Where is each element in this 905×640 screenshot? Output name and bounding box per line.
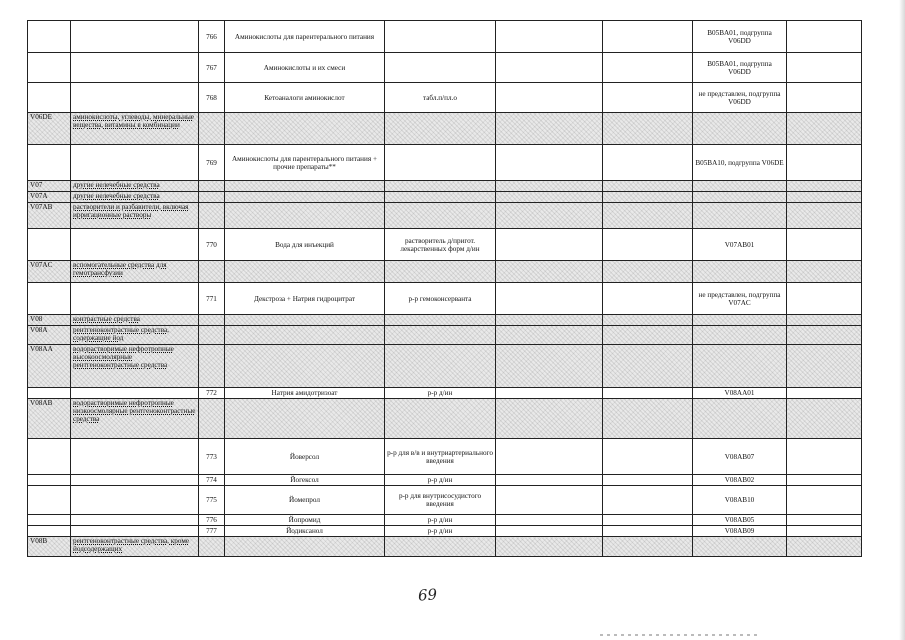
table-row	[28, 113, 862, 145]
item-number-cell: 774	[199, 475, 225, 486]
drug-name-cell	[225, 181, 385, 192]
item-number-cell: 768	[199, 83, 225, 113]
extra-cell	[496, 486, 603, 515]
extra-cell	[496, 345, 603, 388]
atc-note-cell: B05BA10, подгруппа V06DE	[693, 145, 787, 181]
extra-cell	[496, 21, 603, 53]
drug-name-cell	[225, 537, 385, 557]
extra-cell	[496, 326, 603, 345]
empty-cell	[603, 21, 693, 53]
table-row	[28, 21, 862, 53]
empty-cell	[603, 526, 693, 537]
empty-cell	[603, 181, 693, 192]
group-name-cell: водорастворимые нефротропные низкоосмолярные рентгеноконтрастные средства	[71, 399, 199, 439]
dosage-form-cell	[385, 113, 496, 145]
table-row	[28, 53, 862, 83]
atc-note-cell	[693, 399, 787, 439]
group-name-cell	[71, 83, 199, 113]
extra-cell	[496, 113, 603, 145]
dosage-form-cell: р-р для в/в и внутриартериального введения	[385, 439, 496, 475]
drug-name-cell	[225, 203, 385, 229]
empty-cell	[603, 399, 693, 439]
dosage-form-cell: р-р д/ин	[385, 388, 496, 399]
table-row	[28, 181, 862, 192]
group-name-cell	[71, 229, 199, 261]
table-row	[28, 345, 862, 388]
empty-cell	[787, 326, 862, 345]
table-row	[28, 388, 862, 399]
table-row	[28, 283, 862, 315]
empty-cell	[787, 345, 862, 388]
drug-name-cell	[225, 113, 385, 145]
atc-note-cell	[693, 261, 787, 283]
drug-name-cell	[225, 261, 385, 283]
empty-cell	[787, 53, 862, 83]
group-name-cell	[71, 21, 199, 53]
item-number-cell	[199, 399, 225, 439]
atc-note-cell	[693, 113, 787, 145]
empty-cell	[603, 475, 693, 486]
group-name-cell	[71, 145, 199, 181]
atc-code-cell	[28, 229, 71, 261]
group-name-cell: другие нелечебные средства	[71, 192, 199, 203]
atc-note-cell	[693, 345, 787, 388]
atc-code-cell	[28, 53, 71, 83]
dosage-form-cell: р-р д/ин	[385, 515, 496, 526]
atc-code-cell	[28, 475, 71, 486]
atc-note-cell: V08AB02	[693, 475, 787, 486]
drug-name-cell: Йомепрол	[225, 486, 385, 515]
dosage-form-cell	[385, 53, 496, 83]
dosage-form-cell: р-р д/ин	[385, 526, 496, 537]
drug-name-cell: Кетоаналоги аминокислот	[225, 83, 385, 113]
drug-classification-table	[27, 20, 862, 557]
group-name-cell	[71, 515, 199, 526]
drug-name-cell: Йодиксанол	[225, 526, 385, 537]
atc-note-cell	[693, 181, 787, 192]
empty-cell	[787, 315, 862, 326]
atc-note-cell	[693, 192, 787, 203]
empty-cell	[787, 486, 862, 515]
empty-cell	[603, 261, 693, 283]
atc-code-cell: V08AB	[28, 399, 71, 439]
extra-cell	[496, 203, 603, 229]
atc-code-cell: V08B	[28, 537, 71, 557]
atc-note-cell: V08AA01	[693, 388, 787, 399]
table-body	[28, 21, 862, 557]
drug-name-cell: Натрия амидотризоат	[225, 388, 385, 399]
atc-note-cell	[693, 203, 787, 229]
atc-note-cell: B05BA01, подгруппа V06DD	[693, 53, 787, 83]
drug-name-cell	[225, 345, 385, 388]
empty-cell	[787, 439, 862, 475]
drug-name-cell: Йоверсол	[225, 439, 385, 475]
empty-cell	[603, 537, 693, 557]
empty-cell	[787, 515, 862, 526]
extra-cell	[496, 83, 603, 113]
atc-note-cell: не представлен, подгруппа V07AC	[693, 283, 787, 315]
atc-note-cell: V08AB09	[693, 526, 787, 537]
empty-cell	[603, 439, 693, 475]
item-number-cell	[199, 326, 225, 345]
item-number-cell	[199, 203, 225, 229]
extra-cell	[496, 315, 603, 326]
item-number-cell: 770	[199, 229, 225, 261]
atc-code-cell: V08A	[28, 326, 71, 345]
table-row	[28, 439, 862, 475]
table-row	[28, 399, 862, 439]
item-number-cell: 773	[199, 439, 225, 475]
atc-code-cell: V07AC	[28, 261, 71, 283]
extra-cell	[496, 261, 603, 283]
group-name-cell	[71, 283, 199, 315]
dosage-form-cell	[385, 192, 496, 203]
table-row	[28, 486, 862, 515]
group-name-cell: вспомогательные средства для гемотрансфузии	[71, 261, 199, 283]
group-name-cell: растворители и разбавители, включая ирригационные растворы	[71, 203, 199, 229]
atc-note-cell: V08AB07	[693, 439, 787, 475]
empty-cell	[787, 113, 862, 145]
page-number: 69	[417, 585, 438, 605]
table-row	[28, 229, 862, 261]
group-name-cell: аминокислоты, углеводы, минеральные вещества, витамины в комбинации	[71, 113, 199, 145]
scan-noise	[600, 634, 760, 636]
group-name-cell: контрастные средства	[71, 315, 199, 326]
atc-code-cell	[28, 145, 71, 181]
empty-cell	[603, 203, 693, 229]
atc-note-cell: B05BA01, подгруппа V06DD	[693, 21, 787, 53]
table-row	[28, 526, 862, 537]
dosage-form-cell	[385, 345, 496, 388]
item-number-cell	[199, 113, 225, 145]
atc-code-cell	[28, 515, 71, 526]
atc-code-cell: V07	[28, 181, 71, 192]
dosage-form-cell	[385, 315, 496, 326]
dosage-form-cell: р-р для внутрисосудистого введения	[385, 486, 496, 515]
drug-name-cell: Вода для инъекций	[225, 229, 385, 261]
atc-code-cell	[28, 526, 71, 537]
empty-cell	[603, 315, 693, 326]
group-name-cell: рентгеноконтрастные средства, содержащие йод	[71, 326, 199, 345]
extra-cell	[496, 399, 603, 439]
atc-code-cell	[28, 388, 71, 399]
dosage-form-cell	[385, 399, 496, 439]
dosage-form-cell: растворитель д/пригот. лекарственных форм д/ин	[385, 229, 496, 261]
table-row	[28, 83, 862, 113]
atc-code-cell	[28, 21, 71, 53]
item-number-cell	[199, 345, 225, 388]
drug-name-cell: Аминокислоты и их смеси	[225, 53, 385, 83]
atc-code-cell: V06DE	[28, 113, 71, 145]
drug-name-cell: Йогексол	[225, 475, 385, 486]
drug-name-cell	[225, 399, 385, 439]
drug-name-cell	[225, 192, 385, 203]
drug-name-cell	[225, 326, 385, 345]
empty-cell	[787, 261, 862, 283]
dosage-form-cell	[385, 261, 496, 283]
empty-cell	[603, 113, 693, 145]
empty-cell	[787, 83, 862, 113]
item-number-cell	[199, 537, 225, 557]
atc-note-cell: V08AB10	[693, 486, 787, 515]
table-row	[28, 261, 862, 283]
atc-code-cell: V07A	[28, 192, 71, 203]
drug-name-cell	[225, 315, 385, 326]
atc-code-cell	[28, 83, 71, 113]
item-number-cell: 776	[199, 515, 225, 526]
dosage-form-cell: р-р гемоконсерванта	[385, 283, 496, 315]
scan-edge	[899, 0, 905, 640]
empty-cell	[787, 203, 862, 229]
drug-name-cell: Декстроза + Натрия гидроцитрат	[225, 283, 385, 315]
atc-code-cell	[28, 283, 71, 315]
table-row	[28, 192, 862, 203]
atc-note-cell: не представлен, подгруппа V06DD	[693, 83, 787, 113]
empty-cell	[603, 345, 693, 388]
empty-cell	[787, 192, 862, 203]
table-row	[28, 537, 862, 557]
empty-cell	[787, 21, 862, 53]
extra-cell	[496, 181, 603, 192]
item-number-cell: 769	[199, 145, 225, 181]
empty-cell	[787, 526, 862, 537]
item-number-cell: 766	[199, 21, 225, 53]
empty-cell	[787, 537, 862, 557]
item-number-cell: 777	[199, 526, 225, 537]
atc-note-cell	[693, 315, 787, 326]
item-number-cell	[199, 315, 225, 326]
item-number-cell: 771	[199, 283, 225, 315]
empty-cell	[787, 181, 862, 192]
dosage-form-cell: р-р д/ин	[385, 475, 496, 486]
extra-cell	[496, 283, 603, 315]
empty-cell	[603, 192, 693, 203]
group-name-cell	[71, 526, 199, 537]
item-number-cell	[199, 181, 225, 192]
table-row	[28, 326, 862, 345]
empty-cell	[603, 283, 693, 315]
group-name-cell: рентгеноконтрастные средства, кроме йодсодержащих	[71, 537, 199, 557]
empty-cell	[603, 83, 693, 113]
dosage-form-cell	[385, 203, 496, 229]
extra-cell	[496, 53, 603, 83]
atc-code-cell	[28, 439, 71, 475]
dosage-form-cell	[385, 21, 496, 53]
empty-cell	[603, 515, 693, 526]
empty-cell	[603, 229, 693, 261]
table-row	[28, 515, 862, 526]
item-number-cell	[199, 192, 225, 203]
empty-cell	[603, 388, 693, 399]
dosage-form-cell	[385, 326, 496, 345]
atc-note-cell	[693, 326, 787, 345]
atc-code-cell: V07AB	[28, 203, 71, 229]
extra-cell	[496, 475, 603, 486]
dosage-form-cell: табл.п/пл.о	[385, 83, 496, 113]
extra-cell	[496, 145, 603, 181]
empty-cell	[787, 283, 862, 315]
group-name-cell	[71, 486, 199, 515]
extra-cell	[496, 388, 603, 399]
group-name-cell: водорастворимые нефротропные высокоосмолярные рентгеноконтрастные средства	[71, 345, 199, 388]
table-row	[28, 475, 862, 486]
table-row	[28, 315, 862, 326]
table-row	[28, 145, 862, 181]
atc-note-cell: V08AB05	[693, 515, 787, 526]
extra-cell	[496, 229, 603, 261]
extra-cell	[496, 439, 603, 475]
empty-cell	[603, 53, 693, 83]
group-name-cell	[71, 53, 199, 83]
empty-cell	[603, 145, 693, 181]
atc-code-cell: V08AA	[28, 345, 71, 388]
empty-cell	[787, 229, 862, 261]
extra-cell	[496, 537, 603, 557]
item-number-cell	[199, 261, 225, 283]
item-number-cell: 767	[199, 53, 225, 83]
table-row	[28, 203, 862, 229]
atc-note-cell	[693, 537, 787, 557]
item-number-cell: 775	[199, 486, 225, 515]
empty-cell	[787, 145, 862, 181]
empty-cell	[787, 399, 862, 439]
dosage-form-cell	[385, 145, 496, 181]
atc-code-cell: V08	[28, 315, 71, 326]
extra-cell	[496, 192, 603, 203]
drug-name-cell: Йопромид	[225, 515, 385, 526]
item-number-cell: 772	[199, 388, 225, 399]
group-name-cell: другие нелечебные средства	[71, 181, 199, 192]
extra-cell	[496, 515, 603, 526]
empty-cell	[787, 388, 862, 399]
drug-name-cell: Аминокислоты для парентерального питания	[225, 21, 385, 53]
empty-cell	[603, 486, 693, 515]
empty-cell	[603, 326, 693, 345]
group-name-cell	[71, 475, 199, 486]
extra-cell	[496, 526, 603, 537]
atc-note-cell: V07AB01	[693, 229, 787, 261]
empty-cell	[787, 475, 862, 486]
atc-code-cell	[28, 486, 71, 515]
group-name-cell	[71, 439, 199, 475]
group-name-cell	[71, 388, 199, 399]
drug-name-cell: Аминокислоты для парентерального питания + прочие препараты**	[225, 145, 385, 181]
dosage-form-cell	[385, 181, 496, 192]
dosage-form-cell	[385, 537, 496, 557]
